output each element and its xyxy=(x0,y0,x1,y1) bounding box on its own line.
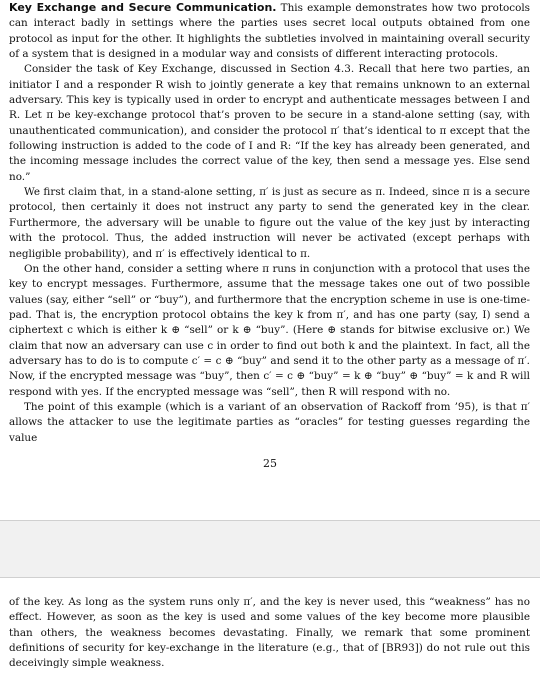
page-gap xyxy=(0,520,540,578)
page-number: 25 xyxy=(263,457,277,470)
paragraph-4: On the other hand, consider a setting where π runs in conjunction with a protocol that uses the key to encrypt messages. Furthermore, assume that the message takes one out of two possible values (say, either “sell” or “buy”), and furthermore that the encryption scheme in use is one-time-pad. That is, the encryption protocol obtains the key k from π′, and has one party (say, I) send a ciphertext c which is either k ⊕ “sell” or k ⊕ “buy”. (Here ⊕ stands for bitwise exclusive or.) We claim that now an adversary can use c in order to find out both k and the plaintext. In fact, all the adversary has to do is to compute c′ = c ⊕ “buy” and send it to the other party as a message of π′. Now, if the encrypted message was “buy”, then c′ = c ⊕ “buy” = k ⊕ “buy” ⊕ “buy” = k and R will respond with yes. If the encrypted message was “sell”, then R will respond with no. xyxy=(9,262,530,398)
paragraph-2: Consider the task of Key Exchange, discussed in Section 4.3. Recall that here two parties, an initiator I and a responder R wish to jointly generate a key that remains unknown to an external adversary. This key is typically used in order to encrypt and authenticate messages between I and R. Let π be key-exchange protocol that’s proven to be secure in a stand-alone setting (say, with unauthenticated communication), and consider the protocol π′ that’s identical to π except that the following instruction is added to the code of I and R: “If the key has already been generated, and the incoming message includes the correct value of the key, then send a message yes. Else send no.” xyxy=(9,63,530,183)
paragraph-6: of the key. As long as the system runs only π′, and the key is never used, this “weakness” has no effect. However, as soon as the key is used and some values of the key become more plausible than others, the weakness becomes devastating. Finally, we remark that some prominent definitions of security for key-exchange in the literature (e.g., that of [BR93]) do not rule out this deceivingly simple weakness. xyxy=(9,596,530,670)
page-bottom-text xyxy=(9,595,530,672)
paragraph-5: The point of this example (which is a variant of an observation of Rackoff from ’95), is that π′ allows the attacker to use the legitimate parties as “oracles” for testing guesses regarding the value xyxy=(9,400,530,444)
paragraph-1 xyxy=(9,0,530,62)
section-heading: Key Exchange and Secure Communication. xyxy=(9,1,277,14)
paragraph-1-text: This example demonstrates how two protocols can interact badly in settings where the parties uses secret local outputs obtained from one protocol as input for the other. It highlights the subtleties involved in maintaining overall security of a system that is designed in a modular way and consists of different interacting protocols. xyxy=(9,2,530,61)
paragraph-3: We first claim that, in a stand-alone setting, π′ is just as secure as π. Indeed, since π is a secure protocol, then certainly it does not instruct any party to send the generated key in the clear. Furthermore, the adversary will be unable to figure out the value of the key just by interacting with the protocol. Thus, the added instruction will never be activated (except perhaps with negligible probability), and π′ is effectively identical to π. xyxy=(9,186,530,260)
page-bottom xyxy=(0,578,540,693)
page-top-text xyxy=(9,0,530,446)
